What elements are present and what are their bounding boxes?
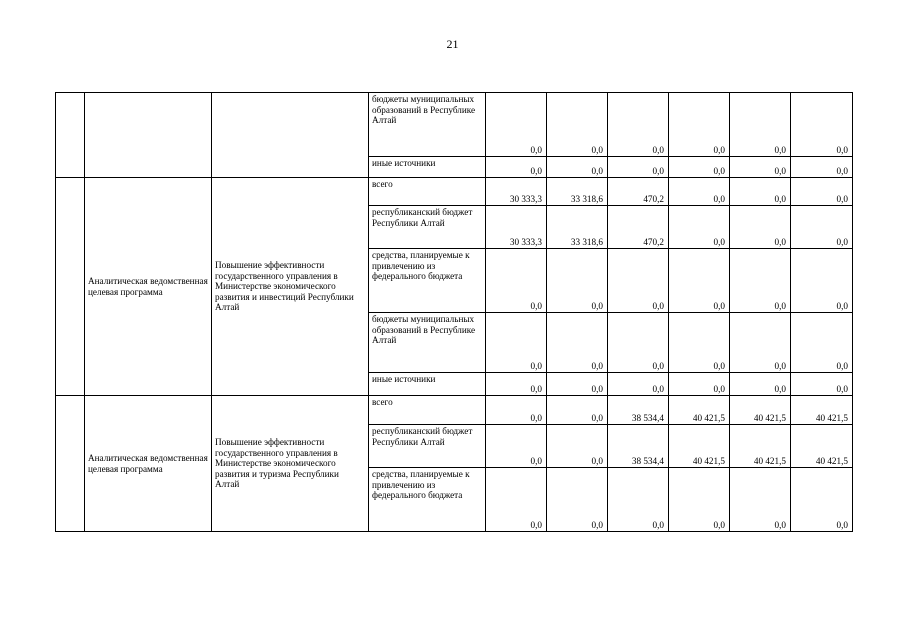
- value-cell: 0,0: [791, 178, 853, 206]
- source-cell: республиканский бюджет Республики Алтай: [369, 425, 486, 468]
- value-cell: 0,0: [608, 468, 669, 532]
- value-cell: 0,0: [608, 93, 669, 157]
- value-cell: 38 534,4: [608, 425, 669, 468]
- budget-table: [55, 92, 853, 532]
- source-cell: всего: [369, 396, 486, 425]
- value-cell: 38 534,4: [608, 396, 669, 425]
- value-cell: 0,0: [669, 313, 730, 373]
- value-cell: 0,0: [547, 93, 608, 157]
- table-row: [56, 396, 853, 425]
- value-cell: 470,2: [608, 178, 669, 206]
- value-cell: 40 421,5: [791, 396, 853, 425]
- value-cell: 0,0: [486, 157, 547, 178]
- index-cell: [56, 178, 85, 396]
- value-cell: 0,0: [669, 206, 730, 249]
- value-cell: 0,0: [608, 373, 669, 396]
- value-cell: 0,0: [791, 249, 853, 313]
- source-cell: иные источники: [369, 373, 486, 396]
- value-cell: 0,0: [608, 313, 669, 373]
- value-cell: 0,0: [730, 468, 791, 532]
- value-cell: 0,0: [547, 396, 608, 425]
- value-cell: 0,0: [486, 396, 547, 425]
- value-cell: 0,0: [547, 425, 608, 468]
- value-cell: 0,0: [547, 373, 608, 396]
- program-cell: [85, 93, 212, 178]
- value-cell: 0,0: [486, 468, 547, 532]
- value-cell: 40 421,5: [730, 425, 791, 468]
- source-cell: бюджеты муниципальных образований в Республике Алтай: [369, 93, 486, 157]
- value-cell: 470,2: [608, 206, 669, 249]
- table-row: [56, 93, 853, 157]
- value-cell: 0,0: [669, 468, 730, 532]
- value-cell: 33 318,6: [547, 206, 608, 249]
- value-cell: 0,0: [730, 206, 791, 249]
- program-cell: Аналитическая ведомственная целевая программа: [85, 396, 212, 532]
- value-cell: 40 421,5: [669, 425, 730, 468]
- table-row: [56, 178, 853, 206]
- value-cell: 0,0: [791, 373, 853, 396]
- value-cell: 0,0: [730, 313, 791, 373]
- source-cell: средства, планируемые к привлечению из федерального бюджета: [369, 249, 486, 313]
- value-cell: 40 421,5: [730, 396, 791, 425]
- value-cell: 0,0: [791, 468, 853, 532]
- source-cell: иные источники: [369, 157, 486, 178]
- value-cell: 0,0: [730, 178, 791, 206]
- value-cell: 0,0: [547, 249, 608, 313]
- value-cell: 0,0: [730, 93, 791, 157]
- value-cell: 0,0: [730, 157, 791, 178]
- source-cell: средства, планируемые к привлечению из федерального бюджета: [369, 468, 486, 532]
- program-cell: Аналитическая ведомственная целевая программа: [85, 178, 212, 396]
- source-cell: всего: [369, 178, 486, 206]
- value-cell: 33 318,6: [547, 178, 608, 206]
- value-cell: 0,0: [547, 313, 608, 373]
- value-cell: 0,0: [486, 425, 547, 468]
- value-cell: 40 421,5: [669, 396, 730, 425]
- index-cell: [56, 396, 85, 532]
- value-cell: 40 421,5: [791, 425, 853, 468]
- value-cell: 0,0: [486, 93, 547, 157]
- value-cell: 0,0: [608, 157, 669, 178]
- goal-cell: Повышение эффективности государственного управления в Министерстве экономического развития и туризма Республики Алтай: [212, 396, 369, 532]
- value-cell: 0,0: [486, 313, 547, 373]
- value-cell: 0,0: [730, 249, 791, 313]
- goal-cell: Повышение эффективности государственного управления в Министерстве экономического развития и инвестиций Республики Алтай: [212, 178, 369, 396]
- index-cell: [56, 93, 85, 178]
- value-cell: 0,0: [669, 249, 730, 313]
- page-number: 21: [446, 37, 459, 51]
- value-cell: 0,0: [791, 313, 853, 373]
- value-cell: 0,0: [608, 249, 669, 313]
- value-cell: 30 333,3: [486, 178, 547, 206]
- value-cell: 30 333,3: [486, 206, 547, 249]
- goal-cell: [212, 93, 369, 178]
- value-cell: 0,0: [669, 373, 730, 396]
- value-cell: 0,0: [791, 93, 853, 157]
- value-cell: 0,0: [486, 373, 547, 396]
- source-cell: бюджеты муниципальных образований в Республике Алтай: [369, 313, 486, 373]
- value-cell: 0,0: [669, 93, 730, 157]
- value-cell: 0,0: [547, 157, 608, 178]
- source-cell: республиканский бюджет Республики Алтай: [369, 206, 486, 249]
- value-cell: 0,0: [669, 157, 730, 178]
- value-cell: 0,0: [669, 178, 730, 206]
- value-cell: 0,0: [791, 206, 853, 249]
- value-cell: 0,0: [486, 249, 547, 313]
- value-cell: 0,0: [730, 373, 791, 396]
- value-cell: 0,0: [791, 157, 853, 178]
- value-cell: 0,0: [547, 468, 608, 532]
